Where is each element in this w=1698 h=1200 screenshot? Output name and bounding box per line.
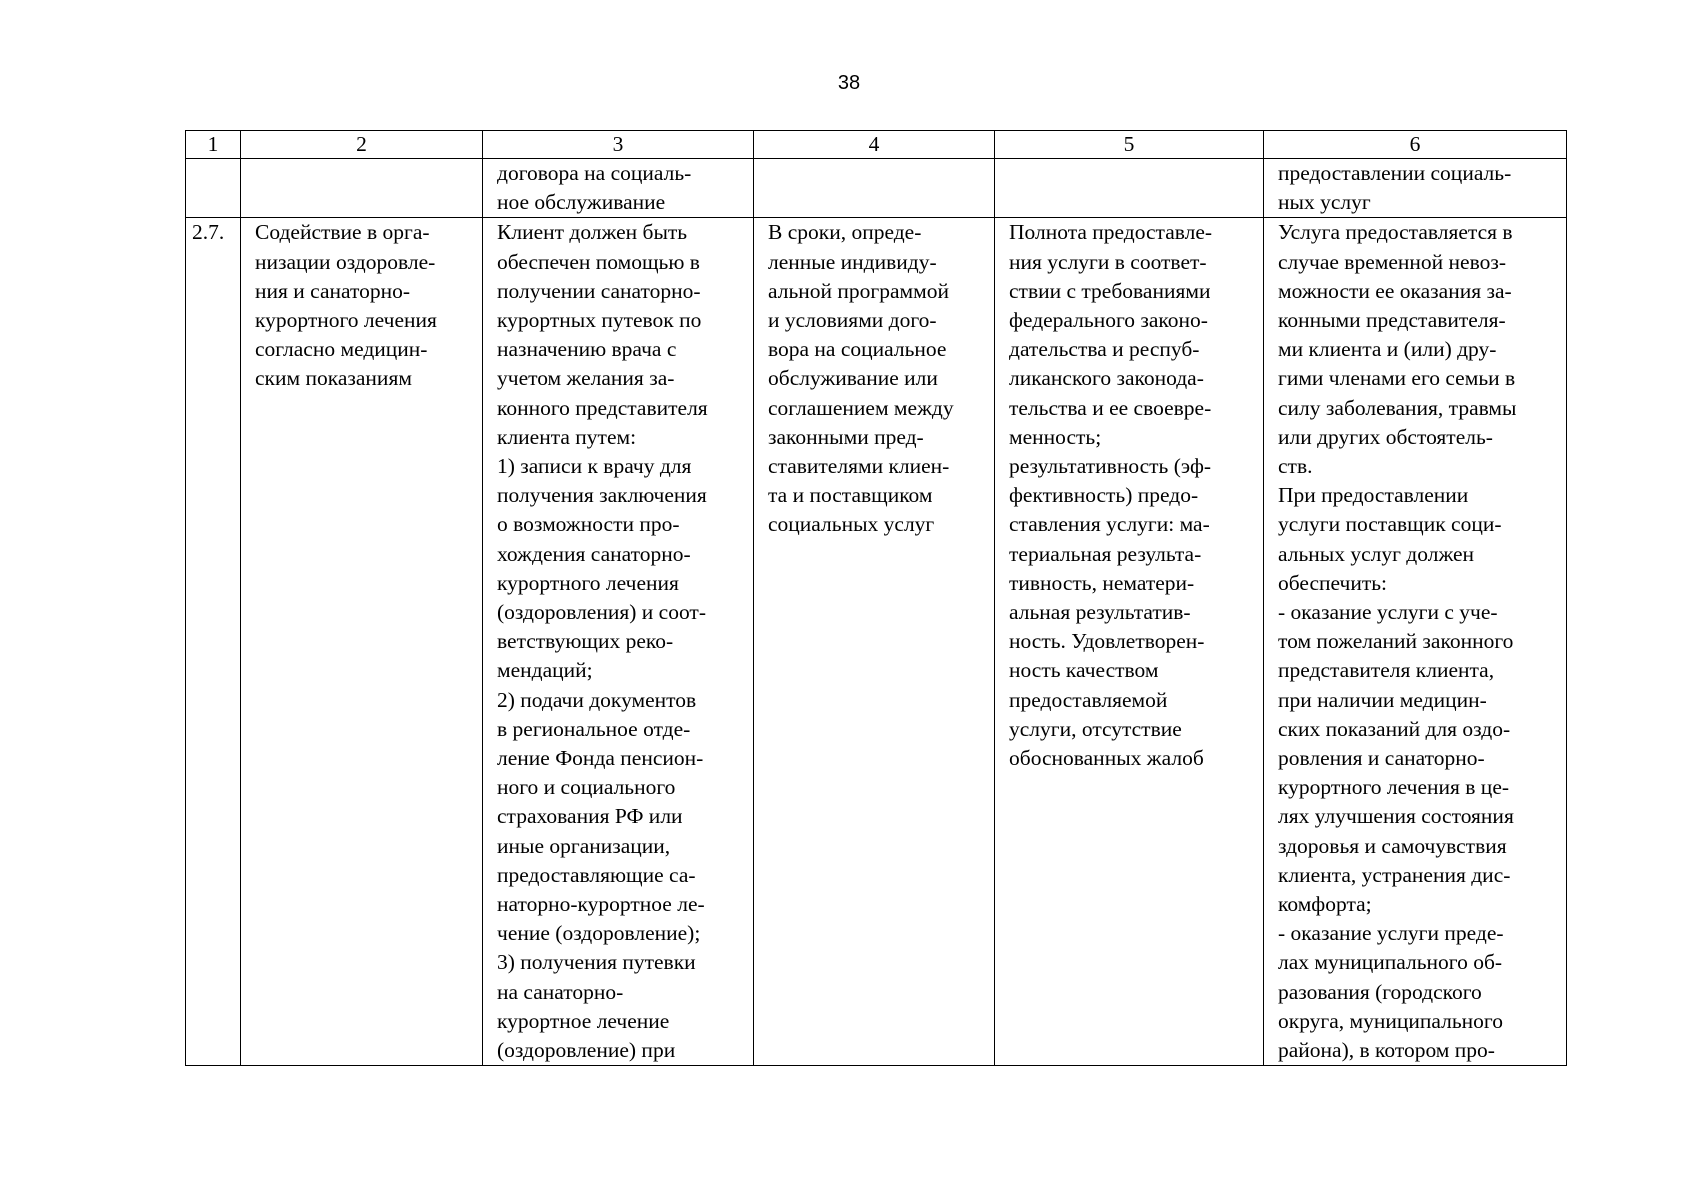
- cont-cell-3: договора на социаль- ное обслуживание: [483, 159, 754, 218]
- cont-cell-2: [241, 159, 483, 218]
- cont-cell-5: [995, 159, 1264, 218]
- quality-indicators-cell: Полнота предоставле- ния услуги в соответ- ствии с требованиями федерального законо- дательства и респуб- ликанского законода- тельства и ее своевре- менность; результативность (эф- фективность) предо- ставления услуги: ма- териальная результа- тивность, нематери- альная результатив- ность. Удовлетворен- ность качеством предоставляемой услуги, отсутствие обоснованных жалоб: [995, 218, 1264, 1066]
- service-name-cell: Содействие в орга- низации оздоровле- ния и санаторно- курортного лечения согласно медицин- ским показаниям: [241, 218, 483, 1066]
- service-description-cell: Клиент должен быть обеспечен помощью в получении санаторно- курортных путевок по назначению врача с учетом желания за- конного представителя клиента путем: 1) записи к врачу для получения заключения о возможности про- хождения санаторно- курортного лечения (оздоровления) и соот- ветствующих реко- мендаций; 2) подачи документов в региональное отде- ление Фонда пенсион- ного и социального страхования РФ или иные организации, предоставляющие са- наторно-курортное ле- чение (оздоровление); 3) получения путевки на санаторно- курортное лечение (оздоровление) при: [483, 218, 754, 1066]
- row-number: 2.7.: [186, 218, 241, 1066]
- services-table: [185, 130, 1567, 1066]
- header-cell-4: 4: [754, 131, 995, 159]
- header-cell-2: 2: [241, 131, 483, 159]
- page-number: 38: [837, 72, 861, 94]
- header-cell-5: 5: [995, 131, 1264, 159]
- cont-cell-1: [186, 159, 241, 218]
- table-row-2-7: [186, 218, 1567, 1066]
- cont-cell-6: предоставлении социаль- ных услуг: [1264, 159, 1567, 218]
- provision-conditions-cell: Услуга предоставляется в случае временной невоз- можности ее оказания за- конными представителя- ми клиента и (или) дру- гими членами его семьи в силу заболевания, травмы или других обстоятель- ств. При предоставлении услуги поставщик соци- альных услуг должен обеспечить: - оказание услуги с уче- том пожеланий законного представителя клиента, при наличии медицин- ских показаний для оздо- ровления и санаторно- курортного лечения в це- лях улучшения состояния здоровья и самочувствия клиента, устранения дис- комфорта; - оказание услуги преде- лах муниципального об- разования (городского округа, муниципального района), в котором про-: [1264, 218, 1567, 1066]
- service-terms-cell: В сроки, опреде- ленные индивиду- альной программой и условиями дого- вора на социальное обслуживание или соглашением между законными пред- ставителями клиен- та и поставщиком социальных услуг: [754, 218, 995, 1066]
- header-cell-1: 1: [186, 131, 241, 159]
- table-header-row: [186, 131, 1567, 159]
- header-cell-3: 3: [483, 131, 754, 159]
- cont-cell-4: [754, 159, 995, 218]
- continuation-row: [186, 159, 1567, 218]
- header-cell-6: 6: [1264, 131, 1567, 159]
